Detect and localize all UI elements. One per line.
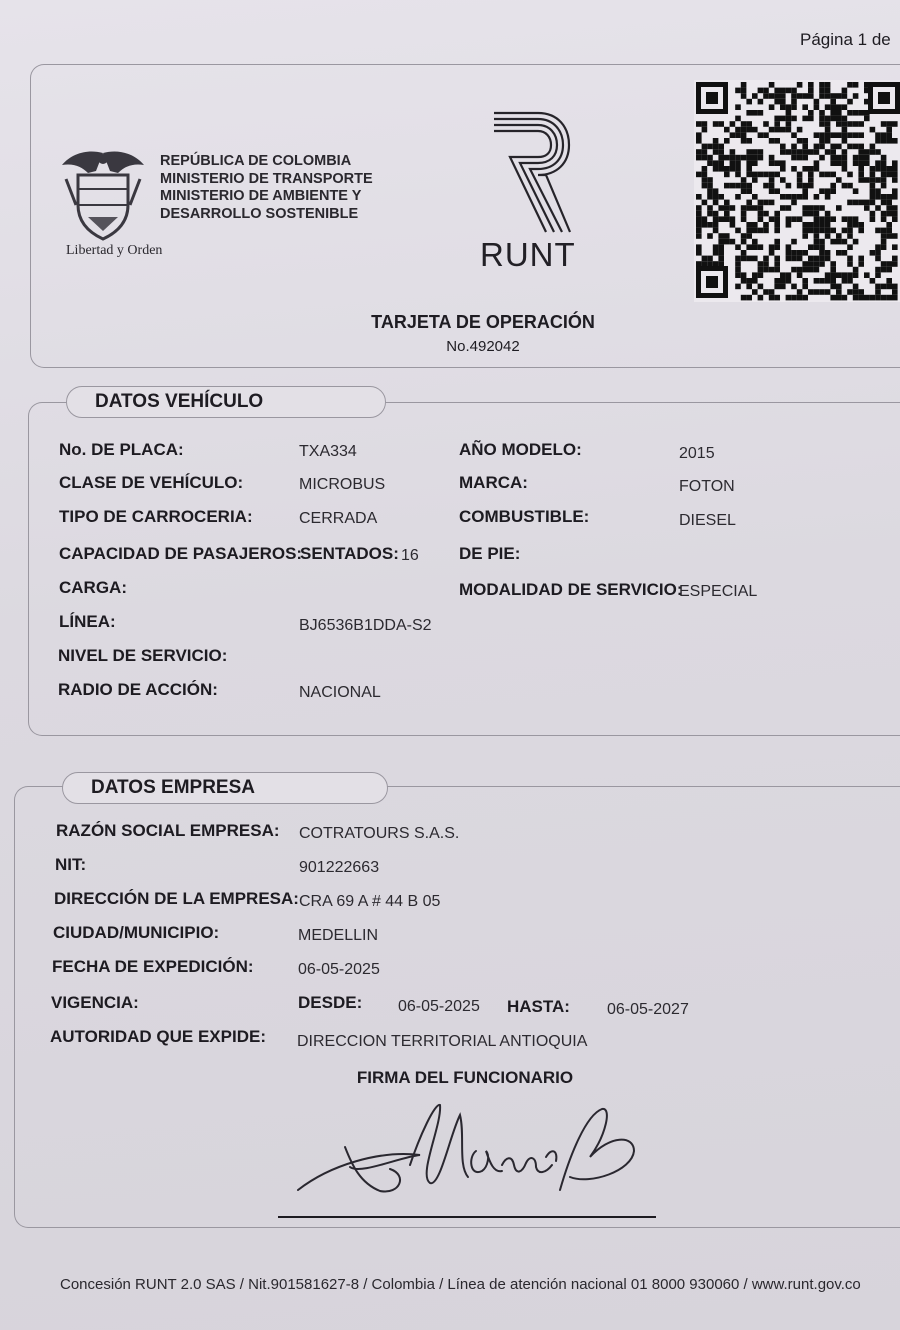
depie-label: DE PIE:: [459, 544, 521, 563]
national-motto: Libertad y Orden: [66, 243, 163, 258]
carroceria-value: CERRADA: [299, 510, 378, 527]
document-title: TARJETA DE OPERACIÓN: [371, 312, 595, 332]
sentados-label: SENTADOS:: [300, 544, 399, 563]
desde-label: DESDE:: [298, 993, 363, 1012]
linea-value: BJ6536B1DDA-S2: [299, 617, 432, 634]
desde-value: 06-05-2025: [398, 998, 480, 1015]
carroceria-label: TIPO DE CARROCERIA:: [59, 507, 253, 526]
direccion-value: CRA 69 A # 44 B 05: [299, 893, 441, 910]
modalidad-label: MODALIDAD DE SERVICIO:: [459, 580, 683, 599]
nit-value: 901222663: [299, 859, 380, 876]
company-section-title: DATOS EMPRESA: [62, 772, 388, 804]
combustible-label: COMBUSTIBLE:: [459, 507, 590, 526]
placa-label: No. DE PLACA:: [59, 440, 184, 459]
razon-value: COTRATOURS S.A.S.: [299, 825, 460, 842]
capacidad-label: CAPACIDAD DE PASAJEROS:: [59, 544, 303, 563]
autoridad-label: AUTORIDAD QUE EXPIDE:: [50, 1027, 266, 1046]
razon-label: RAZÓN SOCIAL EMPRESA:: [56, 821, 280, 840]
modelo-label: AÑO MODELO:: [459, 440, 582, 459]
runt-logo-icon: [488, 110, 572, 236]
marca-label: MARCA:: [459, 473, 528, 492]
clase-label: CLASE DE VEHÍCULO:: [59, 473, 244, 492]
ministry-line: MINISTERIO DE TRANSPORTE: [160, 170, 373, 187]
signature-line: [278, 1216, 656, 1218]
hasta-label: HASTA:: [507, 997, 570, 1016]
document-number: No.492042: [446, 338, 520, 355]
nit-label: NIT:: [55, 855, 87, 874]
signature-icon: [290, 1095, 650, 1215]
coat-of-arms-icon: [58, 145, 148, 245]
signature-label: FIRMA DEL FUNCIONARIO: [356, 1068, 574, 1087]
runt-logo-text: RUNT: [480, 236, 576, 273]
placa-value: TXA334: [299, 443, 357, 460]
linea-label: LÍNEA:: [59, 612, 116, 631]
modalidad-value: ESPECIAL: [679, 583, 758, 600]
marca-value: FOTON: [679, 478, 735, 495]
modelo-value: 2015: [679, 445, 715, 462]
carga-label: CARGA:: [59, 578, 127, 597]
hasta-value: 06-05-2027: [607, 1001, 689, 1018]
sentados-value: 16: [401, 547, 419, 564]
ministry-line: DESARROLLO SOSTENIBLE: [160, 205, 359, 222]
qr-code-icon: [694, 80, 900, 302]
ministry-block: [160, 153, 373, 223]
autoridad-value: DIRECCION TERRITORIAL ANTIOQUIA: [297, 1033, 588, 1050]
footer-text: Concesión RUNT 2.0 SAS / Nit.901581627-8 / Colombia / Línea de atención nacional 01 8000 930060 / www.runt.gov.co: [60, 1276, 861, 1293]
radio-value: NACIONAL: [299, 684, 381, 701]
ciudad-label: CIUDAD/MUNICIPIO:: [53, 923, 220, 942]
combustible-value: DIESEL: [679, 512, 736, 529]
radio-label: RADIO DE ACCIÓN:: [58, 680, 218, 699]
vehicle-section-title: DATOS VEHÍCULO: [66, 386, 386, 418]
ciudad-value: MEDELLIN: [298, 927, 379, 944]
ministry-line: MINISTERIO DE AMBIENTE Y: [160, 188, 362, 204]
vigencia-label: VIGENCIA:: [51, 993, 139, 1012]
fecha-label: FECHA DE EXPEDICIÓN:: [52, 957, 254, 976]
ministry-line: REPÚBLICA DE COLOMBIA: [160, 153, 352, 169]
clase-value: MICROBUS: [299, 476, 386, 493]
page-number: Página 1 de: [800, 30, 891, 49]
direccion-label: DIRECCIÓN DE LA EMPRESA:: [54, 889, 299, 908]
nivel-label: NIVEL DE SERVICIO:: [58, 646, 228, 665]
fecha-value: 06-05-2025: [298, 961, 380, 978]
